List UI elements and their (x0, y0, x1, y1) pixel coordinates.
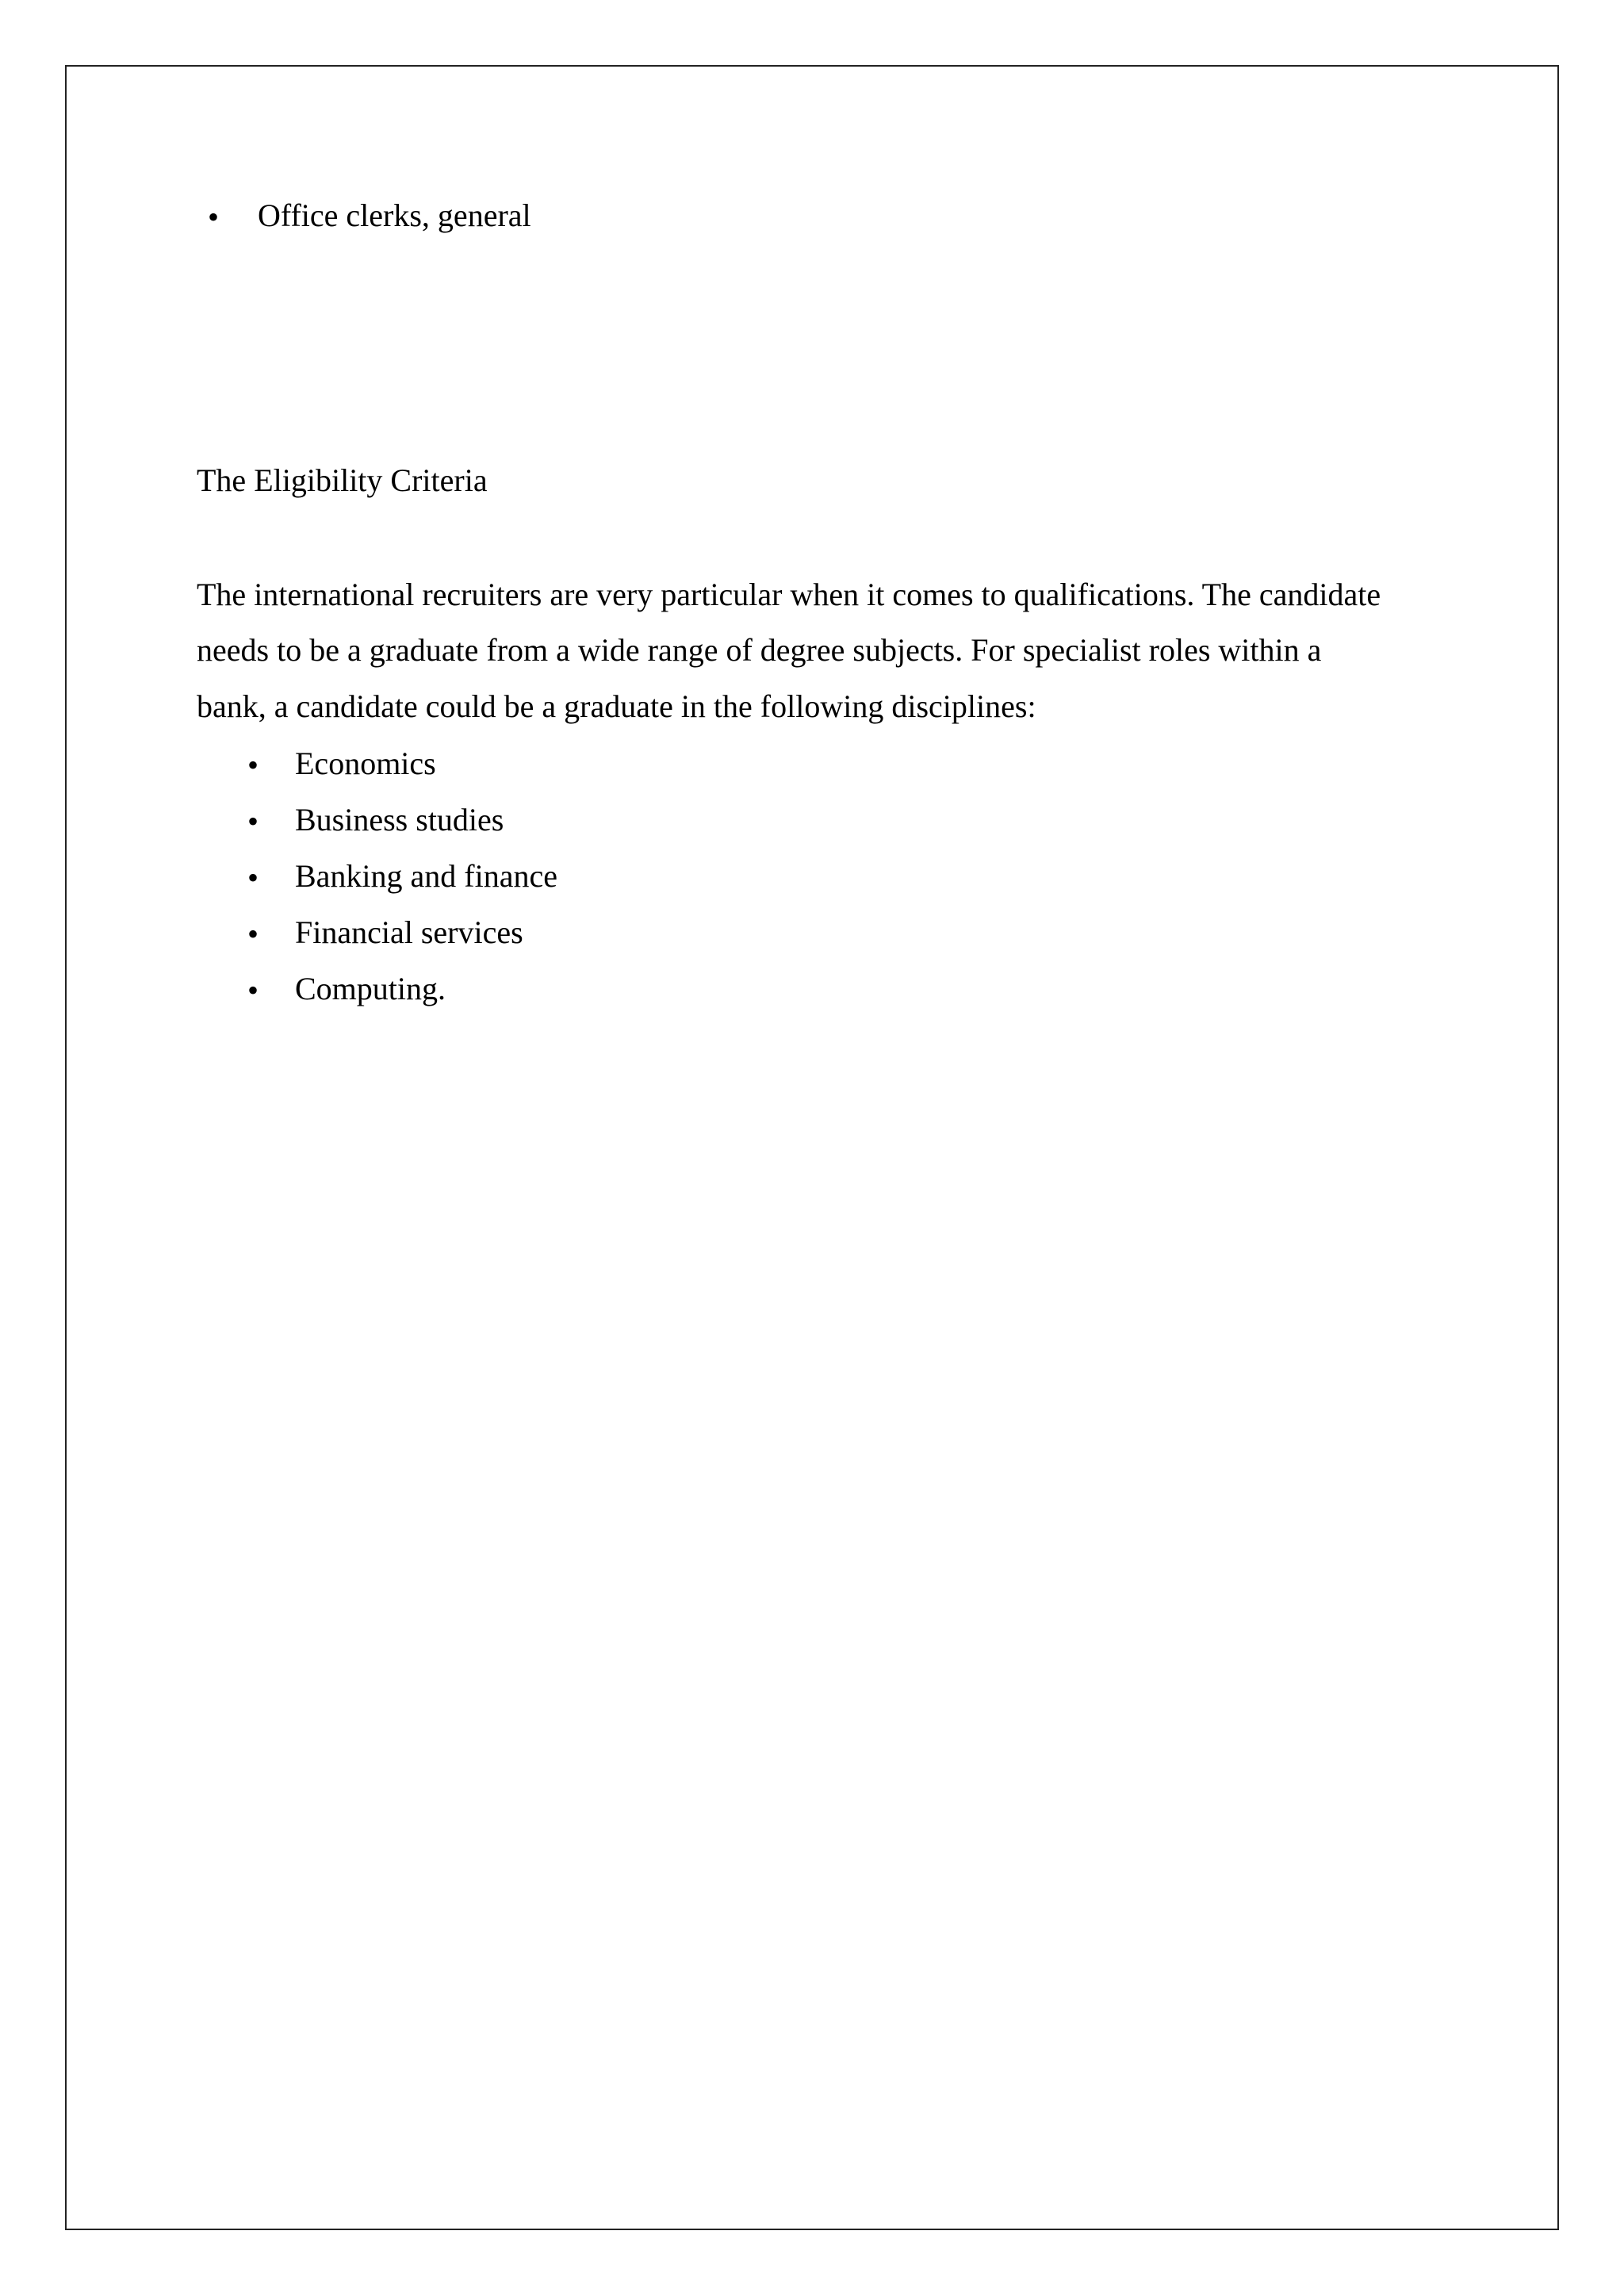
bullet-icon: • (247, 972, 259, 1008)
list-item: Financial services (295, 914, 523, 950)
list-item: Banking and finance (295, 858, 557, 894)
bullet-icon: • (208, 199, 220, 235)
list-item: Computing. (295, 971, 446, 1006)
list-item: Economics (295, 746, 436, 781)
paragraph-line: The international recruiters are very particular when it comes to qualifications. The candidate (197, 577, 1381, 612)
bullet-icon: • (247, 916, 259, 952)
bullet-icon: • (247, 803, 259, 839)
list-item: Office clerks, general (258, 197, 531, 233)
bullet-icon: • (247, 860, 259, 895)
page-border (65, 65, 1559, 2230)
bullet-icon: • (247, 747, 259, 783)
list-item: Business studies (295, 802, 504, 838)
paragraph-line: needs to be a graduate from a wide range of degree subjects. For specialist roles within a (197, 632, 1322, 668)
paragraph-line: bank, a candidate could be a graduate in the following disciplines: (197, 688, 1036, 724)
section-heading: The Eligibility Criteria (197, 462, 488, 498)
